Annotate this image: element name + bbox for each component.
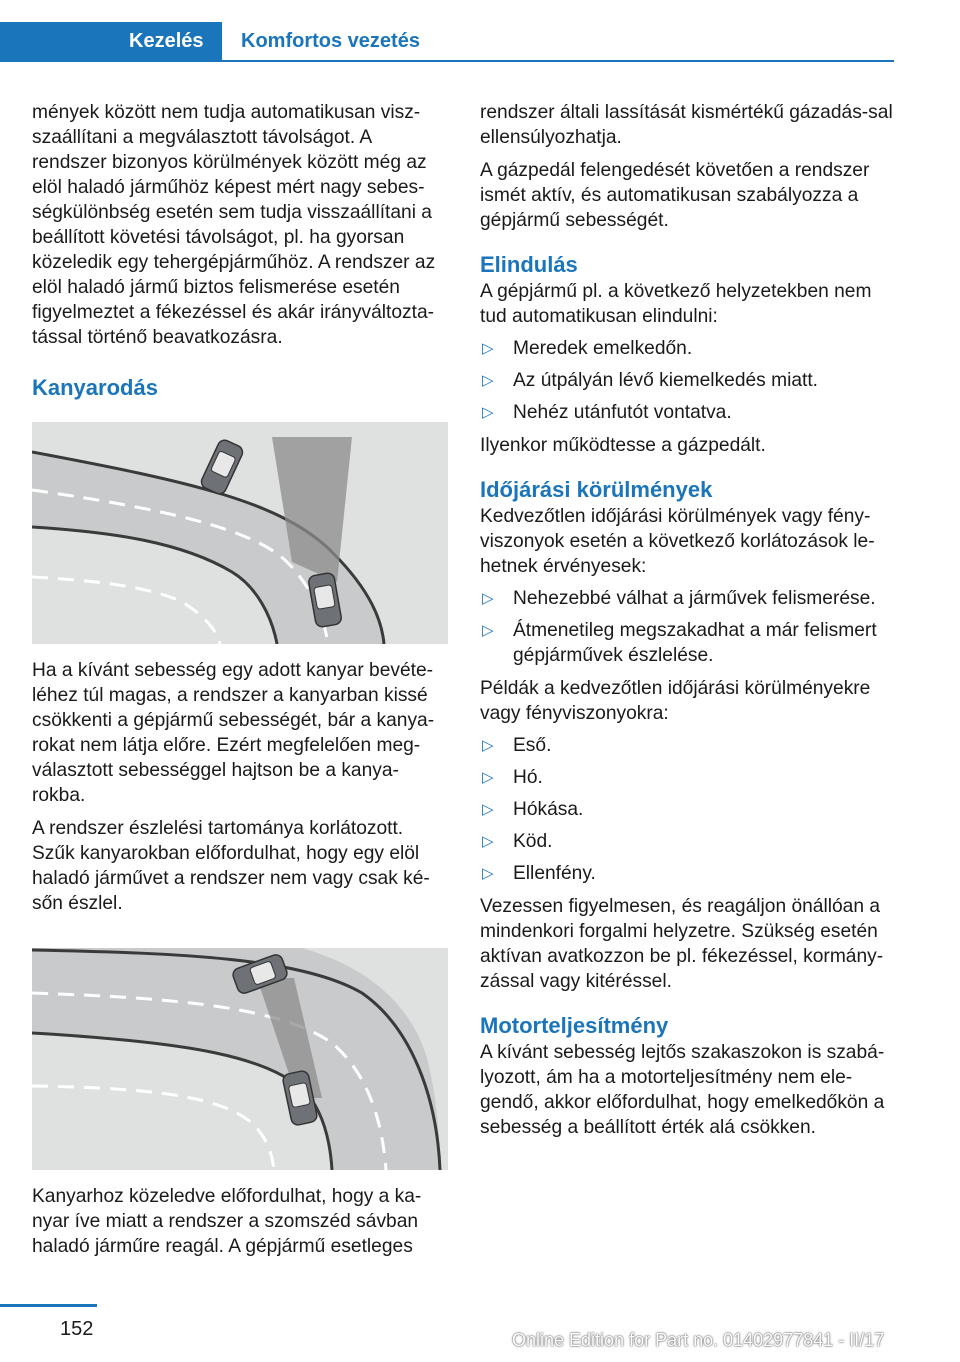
left-column xyxy=(32,100,450,1259)
triangle-bullet-icon: ▷ xyxy=(482,590,494,607)
paragraph: Kanyarhoz közeledve előfordulhat, hogy a ka‐nyar íve miatt a rendszer a szomszéd sávban haladó járműre reagál. A gépjármű esetleges xyxy=(32,1186,422,1257)
heading-elindulas: Elindulás xyxy=(480,252,578,277)
list-item: ▷ Ellenfény. xyxy=(482,863,596,884)
paragraph: A gépjármű pl. a következő helyzetekben nem tud automatikusan elindulni: xyxy=(480,281,872,327)
list-item: ▷ Köd. xyxy=(482,831,553,852)
list-item: ▷ Az útpályán lévő kiemelkedés miatt. xyxy=(482,370,819,391)
triangle-bullet-icon: ▷ xyxy=(482,769,494,786)
page-header xyxy=(0,0,960,66)
heading-idojaras: Időjárási körülmények xyxy=(480,477,713,502)
bullet-list xyxy=(480,586,898,668)
header-rule xyxy=(222,60,894,62)
list-item: ▷ Eső. xyxy=(482,735,552,756)
page-number: 152 xyxy=(60,1318,94,1340)
paragraph: Vezessen figyelmesen, és reagáljon önállóan a mindenkori forgalmi helyzetre. Szükség esetén aktívan avatkozzon be pl. fékezéssel, kormány‐zással vagy kitéréssel. xyxy=(480,896,884,992)
paragraph: rendszer általi lassítását kismértékű gázadás‐sal ellensúlyozhatja. xyxy=(480,102,893,148)
chapter-tab-label: Kezelés xyxy=(129,30,204,52)
triangle-bullet-icon: ▷ xyxy=(482,801,494,818)
triangle-bullet-icon: ▷ xyxy=(482,372,494,389)
list-item: ▷ Nehéz utánfutót vontatva. xyxy=(482,402,732,423)
triangle-bullet-icon: ▷ xyxy=(482,340,494,357)
paragraph: Kedvezőtlen időjárási körülmények vagy fény‐viszonyok esetén a következő korlátozások le‐hetnek érvényesek: xyxy=(480,506,875,577)
curve-illustration-2 xyxy=(32,948,448,1170)
section-tab-label: Komfortos vezetés xyxy=(241,30,420,52)
list-item: ▷ Nehezebbé válhat a járművek felismerése. xyxy=(482,588,876,609)
bullet-list xyxy=(480,336,898,425)
list-item: ▷ Meredek emelkedőn. xyxy=(482,338,693,359)
triangle-bullet-icon: ▷ xyxy=(482,737,494,754)
paragraph: mények között nem tudja automatikusan visz‐szaállítani a megválasztott távolságot. A rendszer bizonyos körülmények között még az elöl haladó járműhöz képest mért nagy sebes‐ségkülönbség esetén sem tudja visszaállítani a beállított követési távolságot, pl. ha gyorsan közeledik egy tehergépjárműhöz. A rendszer az elöl haladó jármű biztos felismerése esetén figyelmeztet a fékezéssel és akár irányváltozta‐tással történő beavatkozásra. xyxy=(32,102,436,348)
paragraph: Példák a kedvezőtlen időjárási körülményekre vagy fényviszonyokra: xyxy=(480,678,871,724)
bullet-list xyxy=(480,733,898,886)
paragraph: Ilyenkor működtesse a gázpedált. xyxy=(480,435,766,456)
paragraph: A gázpedál felengedését követően a rendszer ismét aktív, és automatikusan szabályozza a gépjármű sebességét. xyxy=(480,160,870,231)
heading-kanyarodas: Kanyarodás xyxy=(32,375,158,400)
triangle-bullet-icon: ▷ xyxy=(482,833,494,850)
triangle-bullet-icon: ▷ xyxy=(482,404,494,421)
list-item: ▷ Hókása. xyxy=(482,799,584,820)
list-item: ▷ Átmenetileg megszakadhat a már felismert gépjárművek észlelése. xyxy=(482,620,877,666)
footer-rule xyxy=(0,1304,97,1307)
edition-watermark: Online Edition for Part no. 01402977841 - II/17 xyxy=(512,1330,885,1350)
paragraph: A kívánt sebesség lejtős szakaszokon is szabá‐lyozott, ám ha a motorteljesítmény nem ele‐gendő, akkor előfordulhat, hogy emelkedőkön a sebesség a beállított érték alá csökken. xyxy=(480,1042,885,1138)
list-item: ▷ Hó. xyxy=(482,767,543,788)
paragraph: Ha a kívánt sebesség egy adott kanyar bevéte‐léhez túl magas, a rendszer a kanyarban kissé csökkenti a gépjármű sebességét, bár a kanya‐rokat nem látja előre. Ezért megfelelően meg‐választott sebességgel hajtson be a kanya‐rokba. xyxy=(32,660,435,806)
heading-motorteljesitmeny: Motorteljesítmény xyxy=(480,1013,669,1038)
paragraph: A rendszer észlelési tartománya korlátozott. Szűk kanyarokban előfordulhat, hogy egy elöl haladó járművet a rendszer nem vagy csak ké‐sőn észlel. xyxy=(32,818,430,914)
right-column xyxy=(480,100,898,1140)
curve-illustration-1 xyxy=(32,422,448,644)
triangle-bullet-icon: ▷ xyxy=(482,622,494,639)
triangle-bullet-icon: ▷ xyxy=(482,865,494,882)
